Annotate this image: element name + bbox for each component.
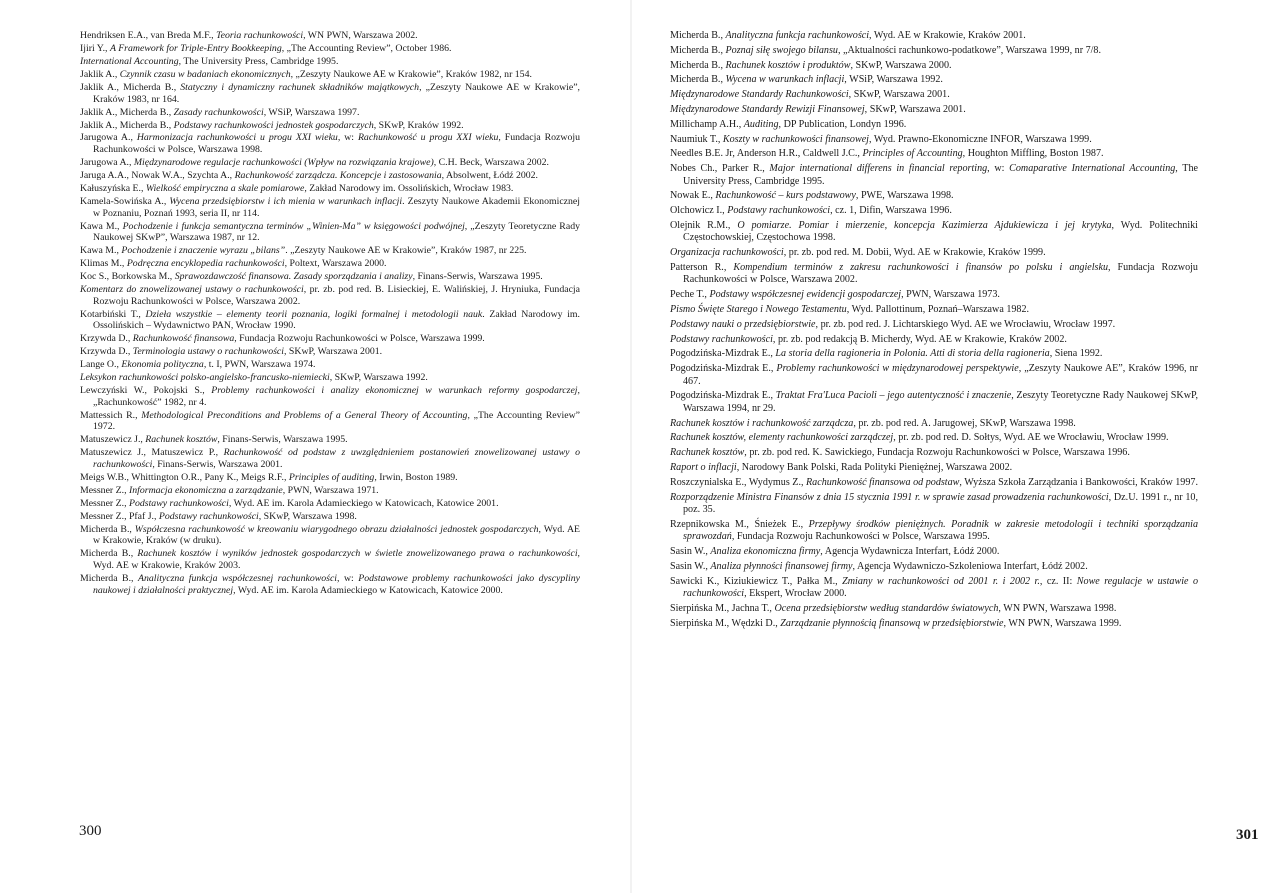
entry-title: Terminologia ustawy o rachunkowości <box>132 346 285 358</box>
bibliography-entry <box>80 56 580 68</box>
entry-text: , „Zeszyty Naukowe AE w Krakowie”, Kraków 1982, nr 154. <box>290 68 532 80</box>
entry-text: Rzepnikowska M., Śnieżek E., <box>670 518 809 530</box>
entry-title: Rachunkowość zarządcza. Koncepcje i zastosowania <box>234 170 442 182</box>
bibliography-entry <box>670 247 1198 259</box>
entry-title: Analiza ekonomiczna firmy <box>710 545 821 557</box>
entry-text: Micherda B., <box>670 44 726 56</box>
bibliography-entry <box>80 221 580 244</box>
entry-text: Lewczyński W., Pokojski S., <box>80 385 212 397</box>
bibliography-entry <box>670 390 1198 415</box>
entry-title: Pochodzenie i znaczenie wyrazu „bilans” <box>121 245 286 257</box>
entry-text: Krzywda D., <box>80 346 133 358</box>
entry-text: , SKwP, Warszawa 1992. <box>329 372 428 384</box>
bibliography-entry <box>80 170 580 182</box>
entry-text: , Dz.U. 1991 r., nr 10, poz. 35. <box>683 491 1198 515</box>
entry-text: Kotarbiński T., <box>80 308 146 320</box>
entry-text: Matuszewicz J., <box>80 434 146 446</box>
entry-text: , „Zeszyty Naukowe AE”, Kraków 1996, nr 467. <box>683 363 1198 387</box>
entry-title: Teoria rachunkowości <box>216 30 304 41</box>
bibliography-column-right <box>670 30 1198 632</box>
entry-title: Przepływy środków pieniężnych. Poradnik w zakresie metodologii i techniki sporządzania sprawozdań <box>683 518 1198 543</box>
entry-text: , Wyd. AE w Krakowie, Kraków (w druku). <box>93 523 580 547</box>
bibliography-entry <box>670 45 1198 57</box>
bibliography-entry <box>670 134 1198 146</box>
entry-title: Harmonizacja rachunkowości u progu XXI wieku <box>136 132 338 144</box>
bibliography-entry <box>670 205 1198 217</box>
entry-title: Poznaj siłę swojego bilansu <box>725 44 838 56</box>
bibliography-entry <box>80 271 580 283</box>
entry-text: , Finans-Serwis, Warszawa 2001. <box>152 458 283 470</box>
bibliography-entry <box>670 30 1198 42</box>
entry-title: Rachunkowość u progu XXI wieku <box>357 132 499 144</box>
entry-title: Principles of auditing <box>288 471 375 483</box>
entry-title: Podstawy nauki o przedsiębiorstwie <box>670 318 816 330</box>
bibliography-entry <box>80 447 580 470</box>
entry-text: Hendriksen E.A., van Breda M.F., <box>80 30 217 41</box>
entry-text: Micherda B., <box>80 573 138 585</box>
entry-title: Podstawowe problemy rachunkowości jako dyscypliny naukowej i działalności praktycznej <box>93 573 580 596</box>
entry-title: Statyczny i dynamiczny rachunek składników majątkowych <box>180 81 420 93</box>
entry-text: , PWN, Warszawa 1973. <box>901 289 1000 301</box>
bibliography-entry <box>670 576 1198 601</box>
bibliography-entry <box>80 333 580 345</box>
entry-text: , PWN, Warszawa 1971. <box>282 484 379 496</box>
entry-text: Meigs W.B., Whittington O.R., Pany K., Meigs R.F., <box>80 471 289 483</box>
entry-text: Jaklik A., Micherda B., <box>80 119 174 131</box>
entry-text: , SKwP, Warszawa 2000. <box>850 59 952 71</box>
entry-text: Jaruga A.A., Nowak W.A., Szychta A., <box>80 170 235 182</box>
bibliography-entry <box>80 196 580 219</box>
entry-text: , Narodowy Bank Polski, Rada Polityki Pieniężnej, Warszawa 2002. <box>736 461 1013 473</box>
entry-text: Patterson R., <box>670 261 734 273</box>
bibliography-entry <box>670 618 1198 630</box>
entry-text: Sasin W., <box>670 560 711 572</box>
bibliography-entry <box>670 163 1198 188</box>
entry-title: Podstawy rachunkowości <box>670 333 773 345</box>
entry-text: , Fundacja Rozwoju Rachunkowości w Polsce, Warszawa 1995. <box>731 531 990 543</box>
bibliography-entry <box>670 492 1198 517</box>
entry-text: , w: <box>987 163 1010 175</box>
entry-text: , pr. zb. pod red. D. Sołtys, Wyd. AE we Wrocławiu, Wrocław 1999. <box>893 432 1169 444</box>
entry-text: Messner Z., Pfaf J., <box>80 510 159 522</box>
entry-text: . Zakład Narodowy im. Ossolińskich – Wydawnictwo PAN, Wrocław 1990. <box>93 308 580 332</box>
entry-title: Ekonomia polityczna <box>121 359 204 371</box>
entry-text: , Houghton Miffling, Boston 1987. <box>962 148 1104 160</box>
entry-text: Ijiri Y., <box>80 42 110 54</box>
entry-text: Olejnik R.M., <box>670 219 738 231</box>
bibliography-entry <box>670 104 1198 116</box>
entry-text: , WN PWN, Warszawa 2002. <box>303 30 418 41</box>
bibliography-entry <box>670 348 1198 360</box>
entry-title: Rachunkowość finansowa <box>132 333 235 345</box>
entry-text: , Fundacja Rozwoju Rachunkowości w Polsce, Warszawa 1998. <box>93 132 580 156</box>
entry-text: , Wyższa Szkoła Zarządzania i Bankowości, Kraków 1997. <box>959 476 1198 488</box>
entry-text: , Fundacja Rozwoju Rachunkowości w Polsce, Warszawa 1999. <box>234 333 485 345</box>
entry-text: , Wyd. AE w Krakowie, Kraków 2001. <box>869 30 1026 41</box>
entry-text: . „Zeszyty Naukowe AE w Krakowie”, Kraków 1987, nr 225. <box>285 245 527 257</box>
entry-text: Sierpińska M., Jachna T., <box>670 602 775 614</box>
entry-title: Zarządzanie płynnością finansową w przedsiębiorstwie <box>780 617 1004 629</box>
bibliography-entry <box>670 262 1198 287</box>
page-number-right: 301 <box>1236 827 1259 843</box>
entry-text: Nowak E., <box>670 190 716 202</box>
entry-title: Comaparative International Accounting <box>1009 163 1176 175</box>
bibliography-entry <box>670 190 1198 202</box>
bibliography-entry <box>80 485 580 497</box>
entry-text: , Wyd. AE im. Karola Adamieckiego w Katowicach, Katowice 2000. <box>233 584 503 596</box>
entry-text: Jaklik A., Micherda B., <box>80 106 174 118</box>
bibliography-entry <box>80 511 580 523</box>
entry-text: , Zeszyty Teoretyczne Rady Naukowej SKwP, Warszawa 1994, nr 29. <box>683 390 1199 414</box>
entry-title: Traktat Fra'Luca Pacioli – jego autentyczność i znaczenie <box>775 390 1012 402</box>
entry-text: , Irwin, Boston 1989. <box>374 471 458 483</box>
entry-title: A Framework for Triple-Entry Bookkeeping <box>109 42 282 54</box>
entry-title: Rachunkowość finansowa od podstaw <box>806 476 960 488</box>
entry-text: Kawa M., <box>80 245 122 257</box>
entry-text: , pr. zb. pod red. A. Jarugowej, SKwP, Warszawa 1998. <box>853 417 1076 429</box>
entry-text: Pogodzińska-Mizdrak E., <box>670 363 777 375</box>
bibliography-entry <box>670 60 1198 72</box>
entry-title: Nowe regulacje w ustawie o rachunkowości <box>683 575 1198 599</box>
entry-title: Rachunek kosztów i produktów <box>725 59 851 71</box>
bibliography-entry <box>670 148 1198 160</box>
bibliography-entry <box>80 82 580 105</box>
entry-title: Organizacja rachunkowości <box>670 247 784 259</box>
bibliography-entry <box>670 289 1198 301</box>
entry-title: Problemy rachunkowości w międzynarodowej perspektywie <box>776 363 1019 375</box>
entry-text: , „The Accounting Review”, October 1986. <box>281 42 452 54</box>
bibliography-entry <box>80 359 580 371</box>
entry-text: Pogodzińska-Mizdrak E., <box>670 390 776 402</box>
entry-text: , t. I, PWN, Warszawa 1974. <box>203 359 316 371</box>
entry-text: , w: <box>337 573 359 585</box>
bibliography-entry <box>80 183 580 195</box>
bibliography-entry <box>80 43 580 55</box>
entry-text: , SKwP, Warszawa 2001. <box>284 346 383 358</box>
entry-title: Methodological Preconditions and Problems of a General Theory of Accounting <box>141 409 468 421</box>
entry-text: Mattessich R., <box>80 409 142 421</box>
entry-title: Pochodzenie i funkcja semantyczna terminów „Winien-Ma” w księgowości podwójnej <box>122 220 465 232</box>
entry-text: , Wyd. AE w Krakowie, Kraków 2003. <box>93 548 580 572</box>
entry-title: Zasady rachunkowości <box>173 106 264 118</box>
right-page <box>632 0 1263 893</box>
bibliography-entry <box>80 346 580 358</box>
entry-text: Klimas M., <box>80 258 127 270</box>
entry-title: Sprawozdawczość finansowa. Zasady sporządzania i analizy <box>174 271 413 283</box>
bibliography-entry <box>80 157 580 169</box>
entry-text: Roszczynialska E., Wydymus Z., <box>670 476 807 488</box>
entry-text: , Finans-Serwis, Warszawa 1995. <box>412 271 543 283</box>
entry-text: Micherda B., <box>80 548 138 560</box>
bibliography-entry <box>80 573 580 596</box>
entry-title: Podstawy rachunkowości <box>128 497 229 509</box>
entry-text: , pr. zb. pod red. J. Lichtarskiego Wyd. AE we Wrocławiu, Wrocław 1997. <box>815 318 1116 330</box>
bibliography-entry <box>80 472 580 484</box>
bibliography-entry <box>80 309 580 332</box>
entry-text: , The University Press, Cambridge 1995. <box>178 55 339 67</box>
entry-text: , Absolwent, Łódź 2002. <box>441 170 538 182</box>
entry-title: Podstawy współczesnej ewidencji gospodarczej <box>709 289 902 301</box>
bibliography-entry <box>80 30 580 42</box>
entry-title: Problemy rachunkowości i analizy ekonomicznej w warunkach reformy gospodarczej <box>211 385 578 397</box>
entry-title: Major international differens in financial reporting <box>769 163 988 175</box>
entry-title: Pismo Święte Starego i Nowego Testamentu <box>670 303 847 315</box>
entry-title: Rachunkowość od podstaw z uwzględnieniem postanowień znowelizowanej ustawy o rachunkowości <box>93 447 580 470</box>
entry-text: Messner Z., <box>80 484 129 496</box>
page-number-left: 300 <box>79 823 102 839</box>
entry-title: Rachunkowość – kurs podstawowy <box>715 190 856 202</box>
entry-title: Kompendium terminów z zakresu rachunkowości i finansów po polsku i angielsku <box>733 261 1108 273</box>
bibliography-entry <box>80 385 580 408</box>
bibliography-entry <box>670 319 1198 331</box>
entry-title: Auditing <box>743 118 779 130</box>
entry-title: Podstawy rachunkowości <box>727 205 831 217</box>
entry-title: Zmiany w rachunkowości od 2001 r. i 2002 r. <box>842 575 1040 587</box>
entry-text: Micherda B., <box>80 523 135 535</box>
entry-text: Sasin W., <box>670 545 711 557</box>
bibliography-entry <box>80 258 580 270</box>
entry-text: Matuszewicz J., Matuszewicz P., <box>80 447 224 459</box>
bibliography-entry <box>670 519 1198 544</box>
entry-title: Rachunek kosztów i rachunkowość zarządcza <box>670 417 854 429</box>
entry-text: Jarugowa A., <box>80 157 134 169</box>
entry-text: , SKwP, Warszawa 1998. <box>258 510 357 522</box>
bibliography-entry <box>80 548 580 571</box>
entry-title: Rachunek kosztów, elementy rachunkowości zarządczej <box>670 432 894 444</box>
bibliography-entry <box>670 220 1198 245</box>
bibliography-entry <box>670 447 1198 459</box>
entry-text: , C.H. Beck, Warszawa 2002. <box>433 157 549 169</box>
entry-text: Naumiuk T., <box>670 133 723 145</box>
entry-text: Pogodzińska-Mizdrak E., <box>670 348 776 360</box>
entry-title: Principles of Accounting <box>862 148 963 160</box>
entry-text: , „The Accounting Review” 1972. <box>93 409 580 433</box>
entry-text: , pr. zb. pod redakcją B. Micherdy, Wyd. AE w Krakowie, Kraków 2002. <box>772 333 1067 345</box>
entry-text: , PWE, Warszawa 1998. <box>855 190 954 202</box>
entry-text: , SKwP, Warszawa 2001. <box>864 103 966 115</box>
entry-text: , Wyd. Politechniki Częstochowskiej, Częstochowa 1998. <box>683 219 1198 244</box>
entry-text: , pr. zb. pod red. M. Dobii, Wyd. AE w Krakowie, Kraków 1999. <box>783 247 1046 259</box>
entry-title: Leksykon rachunkowości polsko-angielsko-francusko-niemiecki <box>80 372 330 384</box>
entry-title: Komentarz do znowelizowanej ustawy o rachunkowości <box>80 284 304 296</box>
bibliography-entry <box>670 432 1198 444</box>
bibliography-entry <box>80 120 580 132</box>
entry-title: Rozporządzenie Ministra Finansów z dnia 15 stycznia 1991 r. w sprawie zasad prowadzenia rachunkowości <box>670 491 1109 503</box>
entry-text: , pr. zb. pod red. K. Sawickiego, Fundacja Rozwoju Rachunkowości w Polsce, Warszawa 1996. <box>744 447 1130 459</box>
entry-text: Olchowicz I., <box>670 205 728 217</box>
entry-title: Koszty w rachunkowości finansowej <box>722 133 869 145</box>
entry-text: , WN PWN, Warszawa 1998. <box>998 602 1117 614</box>
bibliography-entry <box>80 524 580 547</box>
entry-title: Międzynarodowe regulacje rachunkowości (Wpływ na rozwiązania krajowe) <box>133 157 434 169</box>
bibliography-entry <box>80 410 580 433</box>
entry-text: Sawicki K., Kiziukiewicz T., Pałka M., <box>670 575 843 587</box>
bibliography-entry <box>670 74 1198 86</box>
entry-title: Podstawy rachunkowości jednostek gospodarczych <box>173 119 374 131</box>
entry-title: Dzieła wszystkie – elementy teorii poznania, logiki formalnej i metodologii nauk <box>145 308 483 320</box>
bibliography-entry <box>670 462 1198 474</box>
bibliography-entry <box>80 69 580 81</box>
entry-text: Sierpińska M., Wędzki D., <box>670 617 781 629</box>
entry-text: , Wyd. Prawno-Ekonomiczne INFOR, Warszawa 1999. <box>869 133 1092 145</box>
bibliography-entry <box>80 498 580 510</box>
bibliography-entry <box>670 89 1198 101</box>
entry-text: , WN PWN, Warszawa 1999. <box>1003 617 1122 629</box>
bibliography-entry <box>670 334 1198 346</box>
entry-title: Raport o inflacji <box>670 461 737 473</box>
entry-title: La storia della ragioneria in Polonia. Atti di storia della ragioneria <box>775 348 1050 360</box>
bibliography-entry <box>670 546 1198 558</box>
entry-text: , Poltext, Warszawa 2000. <box>284 258 387 270</box>
entry-text: , Ekspert, Wrocław 2000. <box>744 587 847 599</box>
bibliography-entry <box>670 418 1198 430</box>
entry-text: , „Zeszyty Naukowe AE w Krakowie”, Kraków 1983, nr 164. <box>93 81 581 105</box>
entry-text: Kałuszyńska E., <box>80 183 146 195</box>
bibliography-entry <box>80 284 580 307</box>
bibliography-entry <box>670 603 1198 615</box>
entry-title: Rachunek kosztów i wyników jednostek gospodarczych w świetle znowelizowanego prawa o rachunkowości <box>137 548 578 560</box>
entry-text: , WSiP, Warszawa 1997. <box>263 106 360 118</box>
entry-text: Nobes Ch., Parker R., <box>670 163 770 175</box>
entry-text: Peche T., <box>670 289 710 301</box>
entry-text: Lange O., <box>80 359 122 371</box>
bibliography-entry <box>670 363 1198 388</box>
entry-title: Współczesna rachunkowość w kreowaniu wiarygodnego obrazu działalności jednostek gospodarczych <box>134 523 539 535</box>
bibliography-entry <box>670 304 1198 316</box>
entry-title: Międzynarodowe Standardy Rewizji Finansowej <box>670 103 865 115</box>
entry-title: Ocena przedsiębiorstw według standardów światowych <box>774 602 999 614</box>
entry-title: Analityczna funkcja współczesnej rachunkowości <box>137 573 338 585</box>
entry-title: Rachunek kosztów <box>145 434 218 446</box>
entry-title: Rachunek kosztów <box>670 447 745 459</box>
entry-text: , „Aktualności rachunkowo-podatkowe”, Warszawa 1999, nr 7/8. <box>837 44 1101 56</box>
bibliography-entry <box>80 132 580 155</box>
entry-title: International Accounting <box>80 55 179 67</box>
bibliography-entry <box>80 434 580 446</box>
entry-text: , „Zeszyty Teoretyczne Rady Naukowej SKwP”, Warszawa 1987, nr 12. <box>93 220 580 244</box>
entry-text: Jaklik A., <box>80 68 120 80</box>
bibliography-entry <box>80 245 580 257</box>
entry-text: Koc S., Borkowska M., <box>80 271 175 283</box>
entry-title: Podręczna encyklopedia rachunkowości <box>126 258 285 270</box>
entry-text: . Zeszyty Naukowe Akademii Ekonomicznej w Poznaniu, Poznań 1993, seria II, nr 114. <box>93 196 580 219</box>
entry-text: , cz. 1, Difin, Warszawa 1996. <box>830 205 952 217</box>
entry-text: , pr. zb. pod red. B. Lisieckiej, E. Walińskiej, J. Hryniuka, Fundacja Rozwoju Rachunkowości w Polsce, Warszawa 2002. <box>93 284 580 307</box>
entry-text: , Agencja Wydawnicza Interfart, Łódź 2000. <box>820 545 1000 557</box>
entry-text: , WSiP, Warszawa 1992. <box>844 74 943 86</box>
bibliography-entry <box>670 477 1198 489</box>
entry-text: Needles B.E. Jr, Anderson H.R., Caldwell J.C., <box>670 148 863 160</box>
entry-text: , Wyd. AE im. Karola Adamieckiego w Katowicach, Katowice 2001. <box>228 497 499 509</box>
entry-text: Jarugowa A., <box>80 132 137 144</box>
entry-title: Wycena przedsiębiorstw i ich mienia w warunkach inflacji <box>169 196 403 208</box>
bibliography-column-left <box>80 30 580 598</box>
bibliography-entry <box>670 561 1198 573</box>
entry-title: Międzynarodowe Standardy Rachunkowości <box>670 89 849 101</box>
entry-text: , cz. II: <box>1039 575 1077 587</box>
entry-title: Analiza płynności finansowej firmy <box>710 560 853 572</box>
entry-title: Informacja ekonomiczna a zarządzanie <box>128 484 283 496</box>
entry-title: Podstawy rachunkowości <box>158 510 259 522</box>
entry-text: , Siena 1992. <box>1049 348 1103 360</box>
entry-text: Kamela-Sowińska A., <box>80 196 170 208</box>
entry-text: Krzywda D., <box>80 333 133 345</box>
entry-text: , DP Publication, Londyn 1996. <box>778 118 907 130</box>
entry-text: Millichamp A.H., <box>670 118 744 130</box>
entry-text: , SKwP, Kraków 1992. <box>373 119 464 131</box>
entry-text: , w: <box>337 132 358 144</box>
bibliography-entry <box>80 372 580 384</box>
entry-text: , The University Press, Cambridge 1995. <box>683 163 1199 187</box>
entry-text: , Zakład Narodowy im. Ossolińskich, Wrocław 1983. <box>304 183 514 195</box>
entry-title: Wycena w warunkach inflacji <box>725 74 845 86</box>
entry-text: Micherda B., <box>670 59 726 71</box>
entry-text: Messner Z., <box>80 497 129 509</box>
entry-text: , Fundacja Rozwoju Rachunkowości w Polsce, Warszawa 2002. <box>683 261 1198 286</box>
entry-title: Analityczna funkcja rachunkowości <box>725 30 870 41</box>
bibliography-entry <box>670 119 1198 131</box>
entry-text: Kawa M., <box>80 220 123 232</box>
entry-text: , Agencja Wydawniczo-Szkoleniowa Interfart, Łódź 2002. <box>852 560 1088 572</box>
entry-text: , Finans-Serwis, Warszawa 1995. <box>217 434 348 446</box>
entry-text: Jaklik A., Micherda B., <box>80 81 181 93</box>
entry-title: Wielkość empiryczna a skale pomiarowe <box>145 183 305 195</box>
entry-text: Micherda B., <box>670 74 726 86</box>
entry-text: , „Rachunkowość” 1982, nr 4. <box>93 385 580 408</box>
entry-title: Czynnik czasu w badaniach ekonomicznych <box>119 68 291 80</box>
entry-text: , Wyd. Pallottinum, Poznań–Warszawa 1982. <box>846 303 1030 315</box>
entry-text: Micherda B., <box>670 30 726 41</box>
bibliography-entry <box>80 107 580 119</box>
entry-text: , SKwP, Warszawa 2001. <box>848 89 950 101</box>
entry-title: O pomiarze. Pomiar i mierzenie, koncepcja Kazimierza Ajdukiewicza i jej krytyka <box>737 219 1112 231</box>
